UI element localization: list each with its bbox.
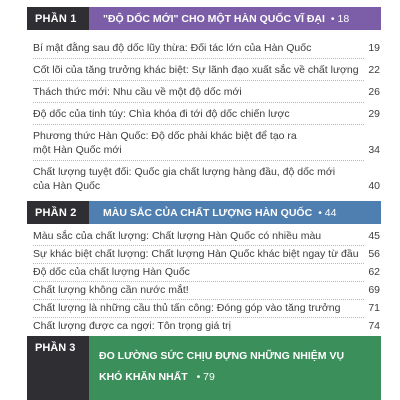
toc-entry-2-2[interactable]: Sự khác biệt chất lượng: Chất lượng Hàn Quốc khác biệt ngay từ đầu [33,248,359,260]
toc-entry-1-6-line1[interactable]: Chất lượng tuyệt đối: Quốc gia chất lượng hàng đầu, độ dốc mới [33,166,336,178]
divider [33,160,364,161]
part-2-title [89,201,381,224]
divider [33,102,364,103]
divider [33,124,364,125]
part-2-banner [27,201,381,224]
part-1-title-text: "ĐỘ DỐC MỚI" CHO MỘT HÀN QUỐC VĨ ĐẠI [103,12,325,25]
toc-entry-1-1[interactable]: Bí mật đằng sau độ dốc lũy thừa: Đối tác lớn của Hàn Quốc [33,42,312,54]
toc-entry-2-1[interactable]: Màu sắc của chất lượng: Chất lượng Hàn Quốc có nhiều màu [33,230,322,242]
toc-entry-1-3[interactable]: Thách thức mới: Nhu cầu về một độ dốc mới [33,86,242,98]
toc-entry-1-5-line2[interactable]: một Hàn Quốc mới [33,144,122,156]
part-3-banner [27,336,381,400]
toc-page-1-2: 22 [368,64,380,76]
toc-entry-2-6[interactable]: Chất lượng được ca ngợi: Tôn trọng giá trị [33,320,231,332]
part-2-label: PHẦN 2 [27,201,89,224]
toc-page-1-3: 26 [368,86,380,98]
part-2-title-text: MÀU SẮC CỦA CHẤT LƯỢNG HÀN QUỐC [103,206,313,219]
toc-page-2-4: 69 [368,284,380,296]
divider [33,263,364,264]
part-1-title [89,7,381,30]
toc-entry-1-6-line2[interactable]: của Hàn Quốc [33,180,101,192]
toc-page-1-6: 40 [368,180,380,192]
divider [33,281,364,282]
toc-page-2-5: 71 [368,302,380,314]
toc-page-2-6: 74 [368,320,380,332]
part-1-page: • 18 [330,12,350,25]
toc-entry-1-5-line1[interactable]: Phương thức Hàn Quốc: Độ dốc phải khác biệt để tạo ra [33,130,297,142]
toc-entry-2-4[interactable]: Chất lượng không cần nước mắt! [33,284,189,296]
part-1-banner [27,7,381,30]
part-3-page: • 79 [196,371,215,383]
toc-page-1-4: 29 [368,108,380,120]
toc-page-2-2: 56 [368,248,380,260]
part-3-label: PHẦN 3 [27,336,89,400]
toc-entry-1-2[interactable]: Cốt lõi của tăng trưởng khác biệt: Sự lãnh đạo xuất sắc về chất lượng [33,64,359,76]
divider [33,317,364,318]
toc-page-2-3: 62 [368,266,380,278]
divider [33,80,364,81]
divider [33,245,364,246]
toc-entry-1-4[interactable]: Độ dốc của tinh túy: Chìa khóa đi tới độ dốc chiến lược [33,108,290,120]
divider [33,299,364,300]
part-3-title-line2: KHÓ KHĂN NHẤT [99,371,188,383]
part-3-title [89,336,381,400]
toc-entry-2-3[interactable]: Độ dốc của chất lượng Hàn Quốc [33,266,190,278]
divider [33,58,364,59]
part-3-title-line1: ĐO LƯỜNG SỨC CHỊU ĐỰNG NHỮNG NHIỆM VỤ [99,350,345,362]
toc-entry-2-5[interactable]: Chất lượng là những cầu thủ tấn công: Đóng góp vào tăng trưởng [33,302,341,314]
part-2-page: • 44 [318,206,337,219]
part-1-label: PHẦN 1 [27,7,89,30]
toc-page-1-1: 19 [368,42,380,54]
toc-page-1-5: 34 [368,144,380,156]
toc-page-2-1: 45 [368,230,380,242]
